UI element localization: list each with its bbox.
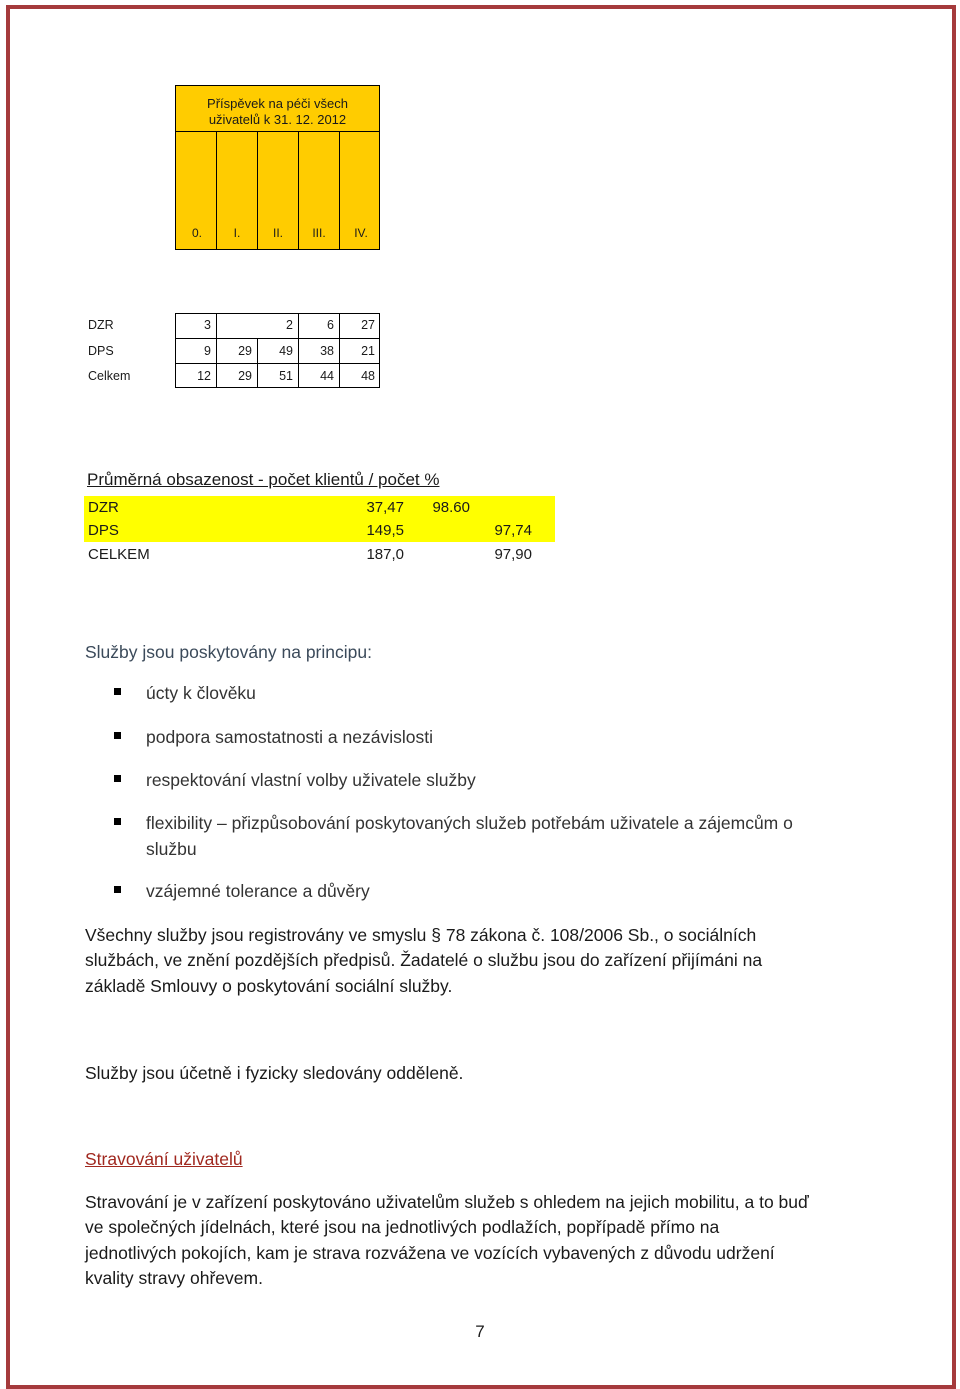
table-title-line2: uživatelů k 31. 12. 2012 xyxy=(208,112,347,127)
column-header: III. xyxy=(312,226,326,240)
registration-line: Všechny služby jsou registrovány ve smyslu § 78 zákona č. 108/2006 Sb., o sociálních xyxy=(85,925,757,945)
occupancy-clients: 187,0 xyxy=(366,546,404,563)
meals-heading: Stravování uživatelů xyxy=(85,1149,243,1169)
list-item-continuation: službu xyxy=(146,839,197,859)
column-header: I. xyxy=(233,226,241,240)
meals-line: Stravování je v zařízení poskytováno uživatelům služeb s ohledem na jejich mobilitu, a to buď xyxy=(85,1192,809,1212)
table-row-label: DPS xyxy=(88,344,114,358)
column-header: IV. xyxy=(354,226,368,240)
table-cell: 12 xyxy=(197,369,211,383)
table-cell: 3 xyxy=(204,318,211,332)
list-item: respektování vlastní volby uživatele služby xyxy=(146,770,476,790)
table-row-label: Celkem xyxy=(88,369,131,383)
table-cell: 9 xyxy=(204,344,211,358)
accounting-note: Služby jsou účetně i fyzicky sledovány odděleně. xyxy=(85,1063,464,1083)
bullet-square-icon xyxy=(114,688,121,695)
occupancy-row-label: DZR xyxy=(88,499,119,516)
list-item: podpora samostatnosti a nezávislosti xyxy=(146,727,433,747)
table-cell: 44 xyxy=(320,369,334,383)
table-cell: 29 xyxy=(238,369,252,383)
bullet-square-icon xyxy=(114,886,121,893)
table-cell: 48 xyxy=(361,369,375,383)
list-item: vzájemné tolerance a důvěry xyxy=(146,881,370,901)
header-rule xyxy=(175,131,380,132)
occupancy-clients: 37,47 xyxy=(366,499,404,516)
col-divider xyxy=(339,131,340,250)
list-item: úcty k člověku xyxy=(146,683,256,703)
table-cell: 21 xyxy=(361,344,375,358)
registration-line: službách, ve znění pozdějších předpisů. Žadatelé o službu jsou do zařízení přijímáni na xyxy=(85,950,763,970)
page-number: 7 xyxy=(475,1322,485,1341)
table-cell: 51 xyxy=(279,369,293,383)
table-cell: 27 xyxy=(361,318,375,332)
bullet-square-icon xyxy=(114,818,121,825)
table-cell: 29 xyxy=(238,344,252,358)
occupancy-clients: 149,5 xyxy=(366,522,404,539)
column-header: 0. xyxy=(191,226,202,240)
table-cell: 6 xyxy=(327,318,334,332)
table-cell: 38 xyxy=(320,344,334,358)
meals-line: ve společných jídelnách, které jsou na jednotlivých podlažích, popřípadě přímo na xyxy=(85,1217,720,1237)
row-divider xyxy=(175,338,380,339)
table-title-line1: Příspěvek na péči všech xyxy=(207,96,348,111)
meals-line: kvality stravy ohřevem. xyxy=(85,1268,263,1288)
registration-line: základě Smlouvy o poskytování sociální služby. xyxy=(85,976,453,996)
meals-line: jednotlivých pokojích, kam je strava rozvážena ve vozících vybavených z důvodu udržení xyxy=(85,1243,775,1263)
occupancy-title: Průměrná obsazenost - počet klientů / počet % xyxy=(87,470,440,489)
occupancy-percent: 97,90 xyxy=(494,546,532,563)
principles-heading: Služby jsou poskytovány na principu: xyxy=(85,642,372,662)
table-cell: 49 xyxy=(279,344,293,358)
table-cell: 2 xyxy=(286,318,293,332)
table-title xyxy=(175,96,380,128)
occupancy-percent: 98.60 xyxy=(432,499,470,516)
row-divider xyxy=(175,363,380,364)
table-row-label: DZR xyxy=(88,318,114,332)
occupancy-percent: 97,74 xyxy=(494,522,532,539)
column-header: II. xyxy=(272,226,283,240)
list-item: flexibility – přizpůsobování poskytovaných služeb potřebám uživatele a zájemcům o xyxy=(146,813,793,833)
bullet-square-icon xyxy=(114,775,121,782)
occupancy-row-label: CELKEM xyxy=(88,546,150,563)
bullet-square-icon xyxy=(114,732,121,739)
occupancy-row-label: DPS xyxy=(88,522,119,539)
